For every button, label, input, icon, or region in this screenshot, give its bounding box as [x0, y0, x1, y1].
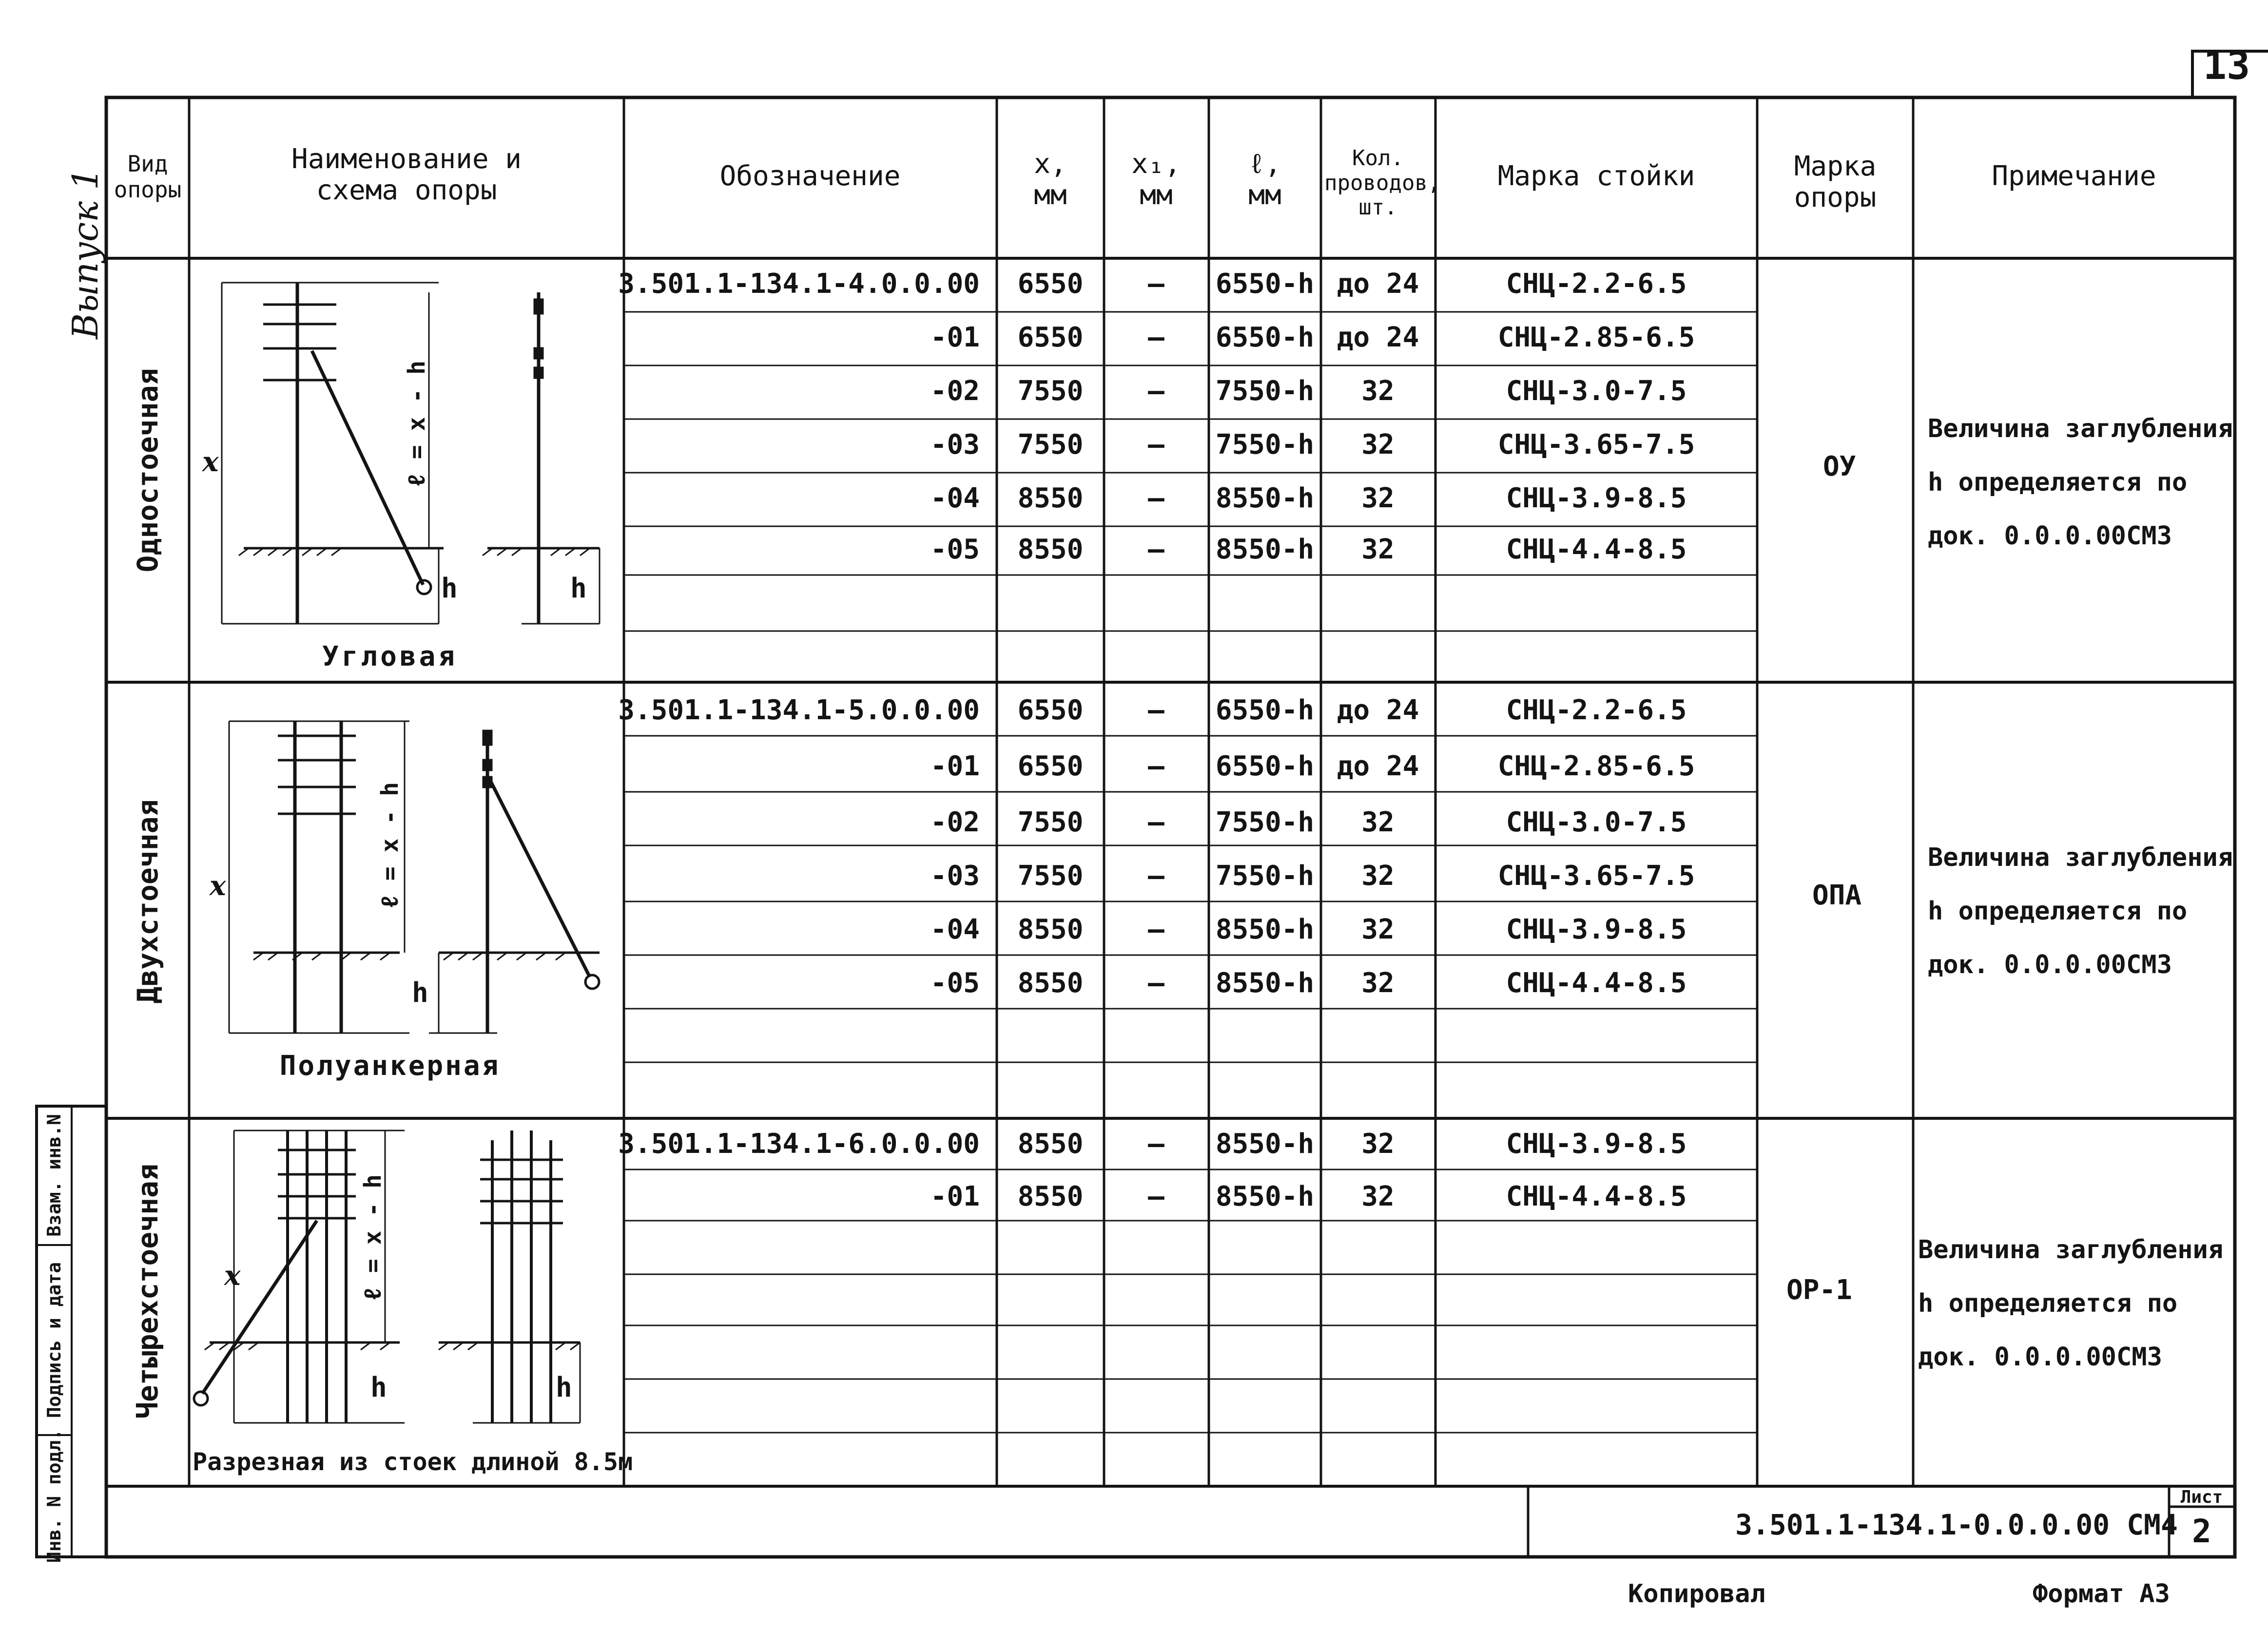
row-x: 6550	[1017, 694, 1084, 726]
header-name: Наименование и схема опоры	[291, 143, 522, 207]
scheme-2-h-label: h	[412, 977, 428, 1009]
group-1-support-mark: ОУ	[1823, 451, 1856, 482]
row-l: 7550-h	[1215, 806, 1315, 838]
group-3-caption: Разрезная из стоек длиной 8.5м	[193, 1448, 633, 1476]
row-wires: до 24	[1337, 750, 1419, 782]
row-x1: —	[1148, 860, 1164, 892]
doc-code: 3.501.1-134.1-0.0.0.00 СМ4	[1735, 1508, 2178, 1541]
row-l: 7550-h	[1215, 429, 1315, 460]
group-1-note	[1928, 402, 2233, 563]
row-x: 7550	[1017, 860, 1084, 892]
note-line: док. 0.0.0.00СМ3	[1928, 950, 2172, 979]
group-1-caption: Угловая	[322, 641, 458, 672]
row-l: 6550-h	[1215, 750, 1315, 782]
row-designation: -01	[930, 1181, 980, 1212]
row-l: 8550-h	[1215, 1181, 1315, 1212]
row-designation: -02	[930, 806, 980, 838]
page-number: 13	[2203, 43, 2250, 88]
row-x: 7550	[1017, 375, 1084, 407]
row-x1: —	[1148, 750, 1164, 782]
row-designation: -03	[930, 860, 980, 892]
header-x1: x₁, мм	[1131, 148, 1181, 211]
note-line: h определяется по	[1918, 1289, 2178, 1318]
scheme-2-l-formula: ℓ = x - h	[376, 782, 404, 909]
row-wires: 32	[1361, 482, 1395, 514]
header-l: ℓ, мм	[1248, 148, 1281, 211]
group-2-caption: Полуанкерная	[279, 1050, 501, 1082]
group-2-support-mark: ОПА	[1812, 880, 1862, 911]
row-x1: —	[1148, 322, 1164, 353]
row-designation: -02	[930, 375, 980, 407]
row-x1: —	[1148, 914, 1164, 945]
row-l: 6550-h	[1215, 322, 1315, 353]
row-post: СНЦ-3.65-7.5	[1497, 860, 1695, 892]
row-x1: —	[1148, 967, 1164, 999]
row-x: 8550	[1017, 1181, 1084, 1212]
row-designation: 3.501.1-134.1-4.0.0.00	[618, 268, 980, 300]
row-post: СНЦ-2.2-6.5	[1506, 694, 1687, 726]
row-l: 8550-h	[1215, 534, 1315, 565]
group-1-type: Одностоечная	[131, 368, 164, 573]
row-designation: -05	[930, 534, 980, 565]
scheme-3-h-label: h	[370, 1372, 387, 1403]
row-wires: 32	[1361, 967, 1395, 999]
row-post: СНЦ-3.9-8.5	[1506, 914, 1687, 945]
row-wires: 32	[1361, 806, 1395, 838]
row-wires: 32	[1361, 534, 1395, 565]
row-x: 8550	[1017, 482, 1084, 514]
row-l: 6550-h	[1215, 694, 1315, 726]
row-x: 6550	[1017, 322, 1084, 353]
row-x1: —	[1148, 268, 1164, 300]
row-wires: до 24	[1337, 268, 1419, 300]
scheme-3-l-formula: ℓ = x - h	[359, 1174, 387, 1301]
row-wires: 32	[1361, 914, 1395, 945]
group-2-note	[1928, 831, 2233, 992]
row-x1: —	[1148, 806, 1164, 838]
row-x1: —	[1148, 375, 1164, 407]
scheme-razreznaya	[194, 1131, 580, 1423]
stamp-inv-original: Инв. N подл.	[43, 1429, 65, 1563]
note-line: h определяется по	[1928, 468, 2188, 497]
scheme-1-l-formula: ℓ = x - h	[403, 361, 430, 487]
row-designation: -03	[930, 429, 980, 460]
row-x1: —	[1148, 1181, 1164, 1212]
row-l: 7550-h	[1215, 375, 1315, 407]
row-x1: —	[1148, 1128, 1164, 1160]
row-post: СНЦ-4.4-8.5	[1506, 967, 1687, 999]
row-designation: -04	[930, 914, 980, 945]
row-designation: -04	[930, 482, 980, 514]
note-line: Величина заглубления	[1918, 1235, 2224, 1265]
row-x: 6550	[1017, 750, 1084, 782]
row-x1: —	[1148, 429, 1164, 460]
row-x1: —	[1148, 534, 1164, 565]
row-designation: -05	[930, 967, 980, 999]
row-wires: 32	[1361, 1128, 1395, 1160]
row-x: 7550	[1017, 429, 1084, 460]
row-x: 7550	[1017, 806, 1084, 838]
row-x: 6550	[1017, 268, 1084, 300]
row-post: СНЦ-3.65-7.5	[1497, 429, 1695, 460]
row-wires: 32	[1361, 375, 1395, 407]
header-designation: Обозначение	[719, 160, 901, 192]
group-3-note	[1918, 1223, 2223, 1384]
row-wires: до 24	[1337, 694, 1419, 726]
row-designation: 3.501.1-134.1-5.0.0.00	[618, 694, 980, 726]
group-2-type: Двухстоечная	[131, 799, 164, 1004]
release-label: Выпуск 1	[65, 168, 106, 339]
row-post: СНЦ-2.2-6.5	[1506, 268, 1687, 300]
note-line: док. 0.0.0.00СМ3	[1918, 1342, 2162, 1372]
group-3-type: Четырехстоечная	[131, 1164, 164, 1419]
row-wires: 32	[1361, 1181, 1395, 1212]
scheme-2-x-label: x	[210, 870, 226, 902]
row-designation: 3.501.1-134.1-6.0.0.00	[618, 1128, 980, 1160]
header-type: Вид опоры	[114, 151, 182, 203]
note-line: док. 0.0.0.00СМ3	[1928, 521, 2172, 551]
row-x1: —	[1148, 482, 1164, 514]
row-wires: 32	[1361, 429, 1395, 460]
stamp-vzam-inv: Взам. инв.N	[43, 1114, 65, 1237]
note-line: h определяется по	[1928, 897, 2188, 926]
header-post-mark: Марка стойки	[1497, 160, 1695, 192]
header-x: x, мм	[1034, 148, 1067, 211]
scheme-1-x-label: x	[202, 446, 219, 478]
row-post: СНЦ-3.0-7.5	[1506, 375, 1687, 407]
row-post: СНЦ-2.85-6.5	[1497, 322, 1695, 353]
row-post: СНЦ-4.4-8.5	[1506, 1181, 1687, 1212]
row-x: 8550	[1017, 914, 1084, 945]
row-designation: -01	[930, 322, 980, 353]
row-x: 8550	[1017, 967, 1084, 999]
row-x: 8550	[1017, 534, 1084, 565]
row-x: 8550	[1017, 1128, 1084, 1160]
row-l: 8550-h	[1215, 914, 1315, 945]
row-l: 8550-h	[1215, 967, 1315, 999]
header-support-mark: Марка опоры	[1794, 151, 1877, 214]
row-wires: 32	[1361, 860, 1395, 892]
row-l: 6550-h	[1215, 268, 1315, 300]
scheme-1-h-label: h	[441, 573, 458, 604]
row-post: СНЦ-4.4-8.5	[1506, 534, 1687, 565]
copied-label: Копировал	[1628, 1579, 1765, 1609]
format-label: Формат А3	[2033, 1579, 2170, 1609]
header-notes: Примечание	[1992, 160, 2156, 192]
note-line: Величина заглубления	[1928, 414, 2233, 443]
scheme-1b-h-label: h	[570, 573, 587, 604]
row-post: СНЦ-3.9-8.5	[1506, 1128, 1687, 1160]
scheme-3b-h-label: h	[556, 1372, 572, 1403]
row-l: 7550-h	[1215, 860, 1315, 892]
row-x1: —	[1148, 694, 1164, 726]
sheet-number: 2	[2192, 1513, 2211, 1550]
scheme-3-x-label: x	[224, 1260, 241, 1292]
row-wires: до 24	[1337, 322, 1419, 353]
sheet-label: Лист	[2180, 1487, 2223, 1507]
row-post: СНЦ-3.0-7.5	[1506, 806, 1687, 838]
group-3-support-mark: ОР-1	[1786, 1274, 1852, 1306]
row-l: 8550-h	[1215, 482, 1315, 514]
row-designation: -01	[930, 750, 980, 782]
note-line: Величина заглубления	[1928, 843, 2233, 872]
stamp-signature-date: Подпись и дата	[43, 1262, 65, 1418]
header-wires: Кол. проводов, шт.	[1324, 146, 1441, 220]
row-post: СНЦ-2.85-6.5	[1497, 750, 1695, 782]
row-l: 8550-h	[1215, 1128, 1315, 1160]
row-post: СНЦ-3.9-8.5	[1506, 482, 1687, 514]
